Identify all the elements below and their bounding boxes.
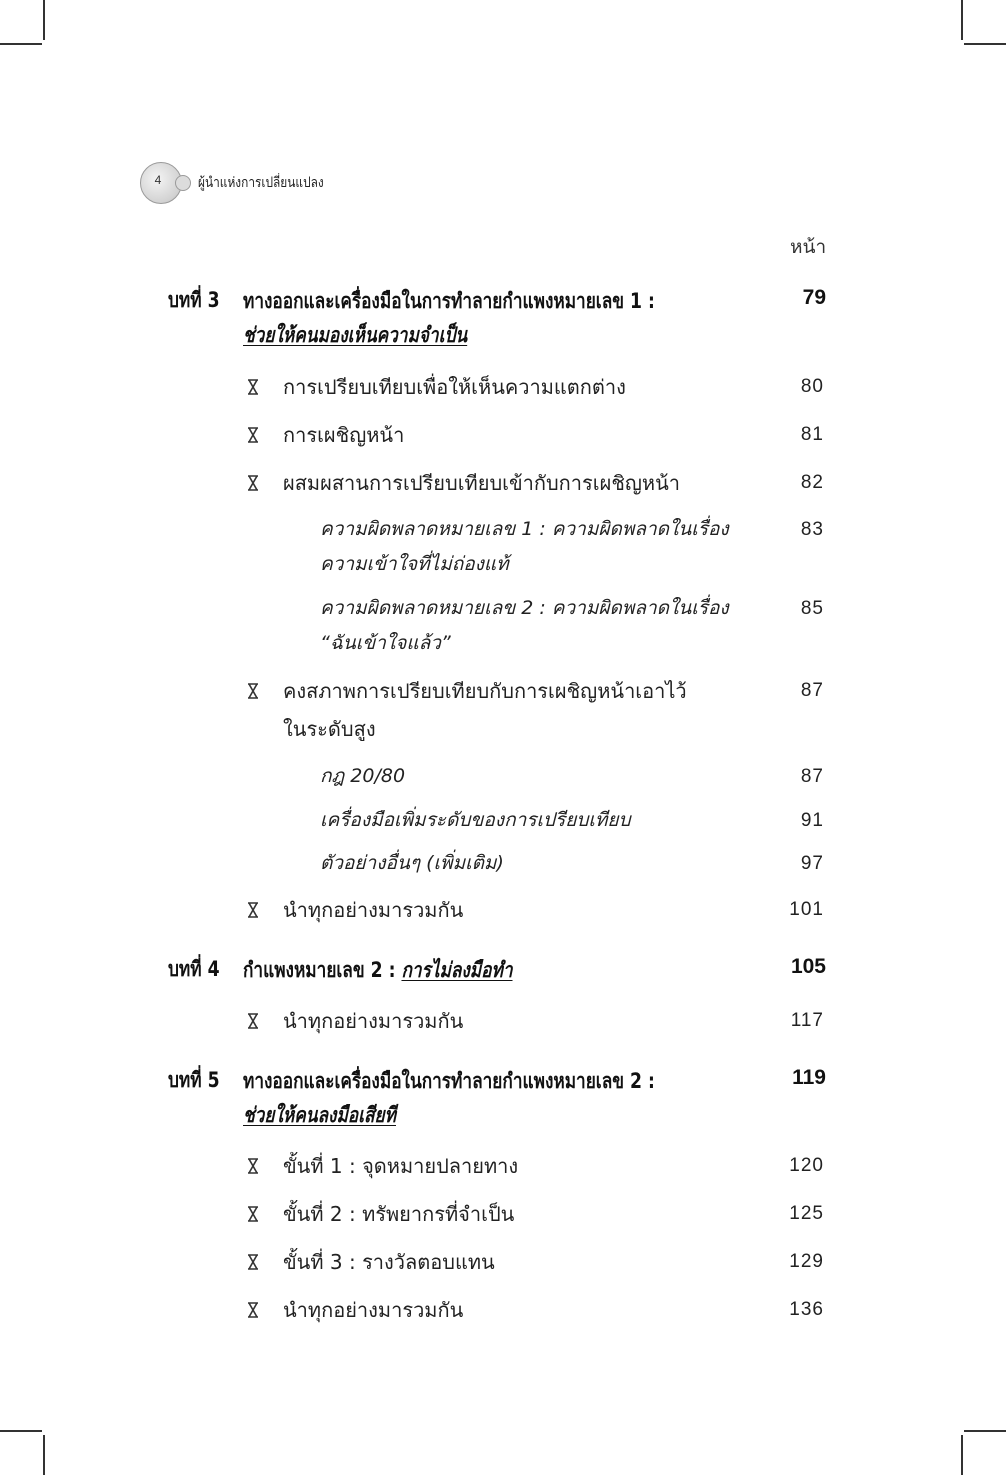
section-page-number: 101 bbox=[789, 899, 824, 920]
subsection-title-line1: ความผิดพลาดหมายเลข 2 : ความผิดพลาดในเรื่อง bbox=[320, 597, 729, 619]
chapter-title-main: กำแพงหมายเลข 2 : bbox=[243, 958, 402, 982]
section-page-number: 120 bbox=[789, 1155, 824, 1176]
section-page-number: 87 bbox=[800, 680, 824, 701]
subsection-page-number: 85 bbox=[800, 598, 824, 619]
section-title: ขั้นที่ 1 : จุดหมายปลายทาง bbox=[283, 1154, 519, 1178]
page-column-label: หน้า bbox=[790, 236, 827, 258]
subsection-page-number: 87 bbox=[800, 766, 824, 787]
chapter-title bbox=[243, 1064, 669, 1132]
chapter-subtitle: ช่วยให้คนมองเห็นความจำเป็น bbox=[243, 323, 468, 347]
subsection-title: ตัวอย่างอื่นๆ (เพิ่มเติม) bbox=[320, 852, 504, 874]
section-title: การเผชิญหน้า bbox=[283, 423, 405, 447]
section-title bbox=[283, 672, 753, 748]
subsection-title bbox=[320, 512, 760, 582]
running-title: ผู้นำแห่งการเปลี่ยนแปลง bbox=[198, 175, 324, 191]
section-page-number: 80 bbox=[800, 376, 824, 397]
chapter-page-number: 119 bbox=[792, 1066, 826, 1089]
chapter-title-emphasis: การไม่ลงมือทำ bbox=[401, 958, 513, 982]
section-title: นำทุกอย่างมารวมกัน bbox=[283, 898, 464, 922]
section-title: ขั้นที่ 2 : ทรัพยากรที่จำเป็น bbox=[283, 1202, 515, 1226]
section-title: ผสมผสานการเปรียบเทียบเข้ากับการเผชิญหน้า bbox=[283, 471, 681, 495]
section-title: นำทุกอย่างมารวมกัน bbox=[283, 1298, 464, 1322]
hourglass-icon bbox=[247, 1302, 259, 1318]
hourglass-icon bbox=[247, 902, 259, 918]
subsection-title-line2: ความเข้าใจที่ไม่ถ่องแท้ bbox=[320, 553, 509, 575]
hourglass-icon bbox=[247, 683, 259, 699]
subsection-title-line1: ความผิดพลาดหมายเลข 1 : ความผิดพลาดในเรื่อง bbox=[320, 518, 729, 540]
hourglass-icon bbox=[247, 427, 259, 443]
section-title: การเปรียบเทียบเพื่อให้เห็นความแตกต่าง bbox=[283, 375, 626, 399]
chapter-title bbox=[243, 953, 669, 987]
subsection-page-number: 83 bbox=[800, 519, 824, 540]
chapter-page-number: 105 bbox=[790, 955, 826, 978]
section-page-number: 129 bbox=[789, 1251, 824, 1272]
subsection-title-line2: “ฉันเข้าใจแล้ว” bbox=[320, 632, 451, 654]
section-page-number: 117 bbox=[790, 1010, 824, 1031]
section-title-line1: คงสภาพการเปรียบเทียบกับการเผชิญหน้าเอาไว้ bbox=[283, 679, 687, 703]
hourglass-icon bbox=[247, 475, 259, 491]
hourglass-icon bbox=[247, 1206, 259, 1222]
hourglass-icon bbox=[247, 379, 259, 395]
chapter-label: บทที่ 5 bbox=[168, 1068, 220, 1092]
hourglass-icon bbox=[247, 1013, 259, 1029]
chapter-title-line1: ทางออกและเครื่องมือในการทำลายกำแพงหมายเลข 2 : bbox=[243, 1069, 655, 1093]
hourglass-icon bbox=[247, 1158, 259, 1174]
subsection-title bbox=[320, 591, 760, 661]
subsection-page-number: 97 bbox=[800, 853, 824, 874]
chapter-label: บทที่ 4 bbox=[168, 957, 220, 981]
chapter-page-number: 79 bbox=[802, 286, 826, 309]
section-page-number: 136 bbox=[789, 1299, 824, 1320]
section-page-number: 81 bbox=[800, 424, 824, 445]
subsection-title: เครื่องมือเพิ่มระดับของการเปรียบเทียบ bbox=[320, 809, 631, 831]
chapter-label: บทที่ 3 bbox=[168, 288, 220, 312]
chapter-title-line1: ทางออกและเครื่องมือในการทำลายกำแพงหมายเลข 1 : bbox=[243, 289, 655, 313]
chapter-title bbox=[243, 284, 669, 352]
page-number: 4 bbox=[154, 173, 162, 187]
hourglass-icon bbox=[247, 1254, 259, 1270]
subsection-page-number: 91 bbox=[800, 810, 824, 831]
section-title-line2: ในระดับสูง bbox=[283, 717, 376, 741]
chapter-subtitle: ช่วยให้คนลงมือเสียที bbox=[243, 1103, 396, 1127]
section-page-number: 125 bbox=[789, 1203, 824, 1224]
subsection-title: กฎ 20/80 bbox=[320, 765, 406, 787]
section-title: ขั้นที่ 3 : รางวัลตอบแทน bbox=[283, 1250, 495, 1274]
section-page-number: 82 bbox=[800, 472, 824, 493]
section-title: นำทุกอย่างมารวมกัน bbox=[283, 1009, 464, 1033]
